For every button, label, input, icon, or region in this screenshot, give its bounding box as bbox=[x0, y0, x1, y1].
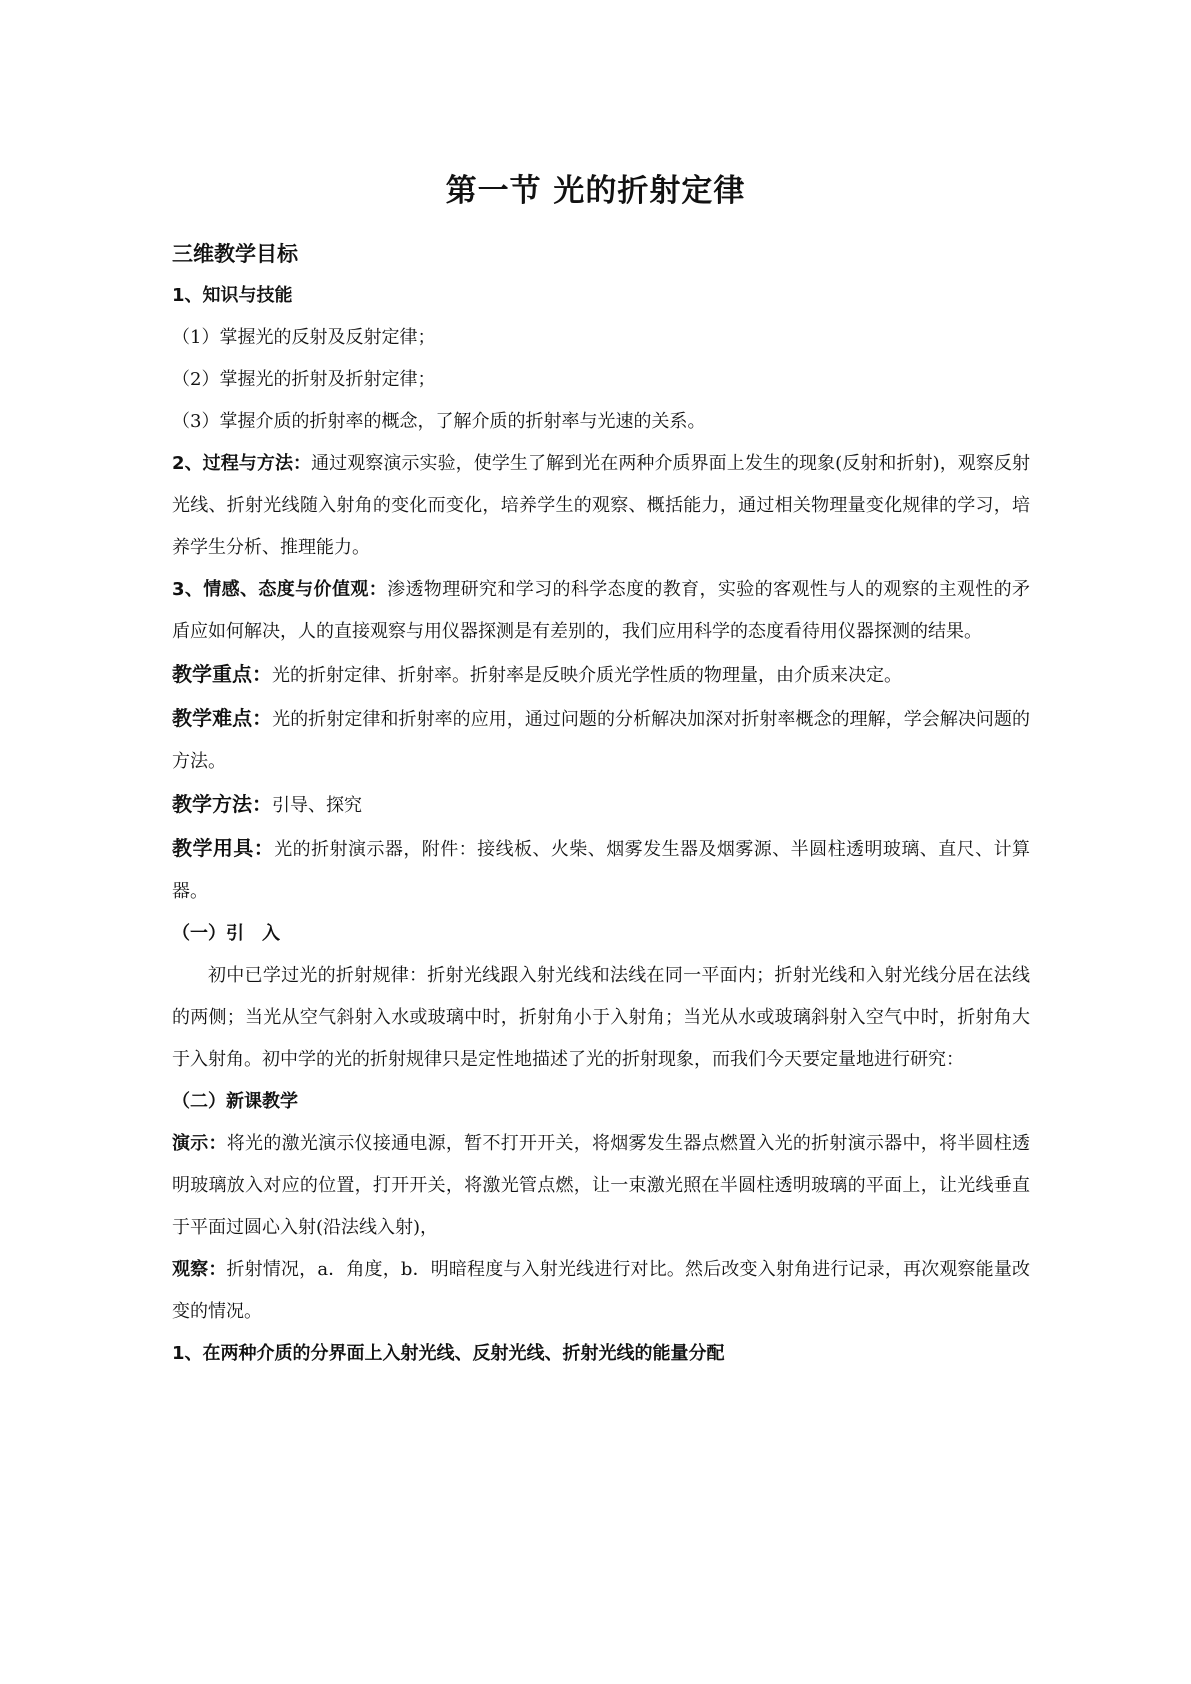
tools-paragraph bbox=[172, 827, 1030, 913]
observe-paragraph bbox=[172, 1249, 1030, 1333]
key-points-label: 教学重点： bbox=[172, 662, 272, 686]
demo-label: 演示： bbox=[172, 1133, 227, 1154]
key-points-paragraph bbox=[172, 653, 1030, 697]
energy-distribution-heading: 1、在两种介质的分界面上入射光线、反射光线、折射光线的能量分配 bbox=[172, 1343, 725, 1364]
document-body bbox=[172, 233, 1030, 1375]
process-label: 2、过程与方法： bbox=[172, 453, 312, 474]
demo-text: 将光的激光演示仪接通电源，暂不打开开关，将烟雾发生器点燃置入光的折射演示器中，将半圆柱透明玻璃放入对应的位置，打开开关，将激光管点燃，让一束激光照在半圆柱透明玻璃的平面上，让光线垂直于平面过圆心入射(沿法线入射)， bbox=[172, 1133, 1031, 1238]
objectives-heading: 三维教学目标 bbox=[172, 242, 298, 266]
observe-text: 折射情况，a．角度，b．明暗程度与入射光线进行对比。然后改变入射角进行记录，再次观察能量改变的情况。 bbox=[172, 1259, 1031, 1322]
process-text: 通过观察演示实验，使学生了解到光在两种介质界面上发生的现象(反射和折射)，观察反射光线、折射光线随入射角的变化而变化，培养学生的观察、概括能力，通过相关物理量变化规律的学习，培养学生分析、推理能力。 bbox=[172, 453, 1031, 558]
difficulties-text: 光的折射定律和折射率的应用，通过问题的分析解决加深对折射率概念的理解，学会解决问题的方法。 bbox=[172, 709, 1030, 772]
tools-label: 教学用具： bbox=[172, 836, 275, 860]
methods-paragraph bbox=[172, 783, 1030, 827]
page-title: 第一节 光的折射定律 bbox=[445, 173, 746, 209]
knowledge-item: （2）掌握光的折射及折射定律； bbox=[172, 369, 436, 390]
difficulties-paragraph bbox=[172, 697, 1030, 783]
intro-paragraph: 初中已学过光的折射规律：折射光线跟入射光线和法线在同一平面内；折射光线和入射光线分居在法线的两侧；当光从空气斜射入水或玻璃中时，折射角小于入射角；当光从水或玻璃斜射入空气中时，折射角大于入射角。初中学的光的折射规律只是定性地描述了光的折射现象，而我们今天要定量地进行研究： bbox=[172, 965, 1030, 1070]
methods-label: 教学方法： bbox=[172, 792, 272, 816]
new-lesson-heading: （二）新课教学 bbox=[172, 1091, 298, 1112]
tools-text: 光的折射演示器，附件：接线板、火柴、烟雾发生器及烟雾源、半圆柱透明玻璃、直尺、计算器。 bbox=[172, 839, 1031, 902]
emotion-text: 渗透物理研究和学习的科学态度的教育，实验的客观性与人的观察的主观性的矛盾应如何解决，人的直接观察与用仪器探测是有差别的，我们应用科学的态度看待用仪器探测的结果。 bbox=[172, 579, 1031, 642]
intro-heading: （一）引 入 bbox=[172, 923, 280, 944]
knowledge-item: （1）掌握光的反射及反射定律； bbox=[172, 327, 436, 348]
knowledge-heading: 1、知识与技能 bbox=[172, 285, 293, 306]
methods-text: 引导、探究 bbox=[272, 795, 362, 816]
demo-paragraph bbox=[172, 1123, 1030, 1249]
key-points-text: 光的折射定律、折射率。折射率是反映介质光学性质的物理量，由介质来决定。 bbox=[272, 665, 902, 686]
observe-label: 观察： bbox=[172, 1259, 227, 1280]
process-paragraph bbox=[172, 443, 1030, 569]
knowledge-item: （3）掌握介质的折射率的概念，了解介质的折射率与光速的关系。 bbox=[172, 411, 706, 432]
difficulties-label: 教学难点： bbox=[172, 706, 273, 730]
emotion-label: 3、情感、态度与价值观： bbox=[172, 579, 388, 600]
emotion-paragraph bbox=[172, 569, 1030, 653]
